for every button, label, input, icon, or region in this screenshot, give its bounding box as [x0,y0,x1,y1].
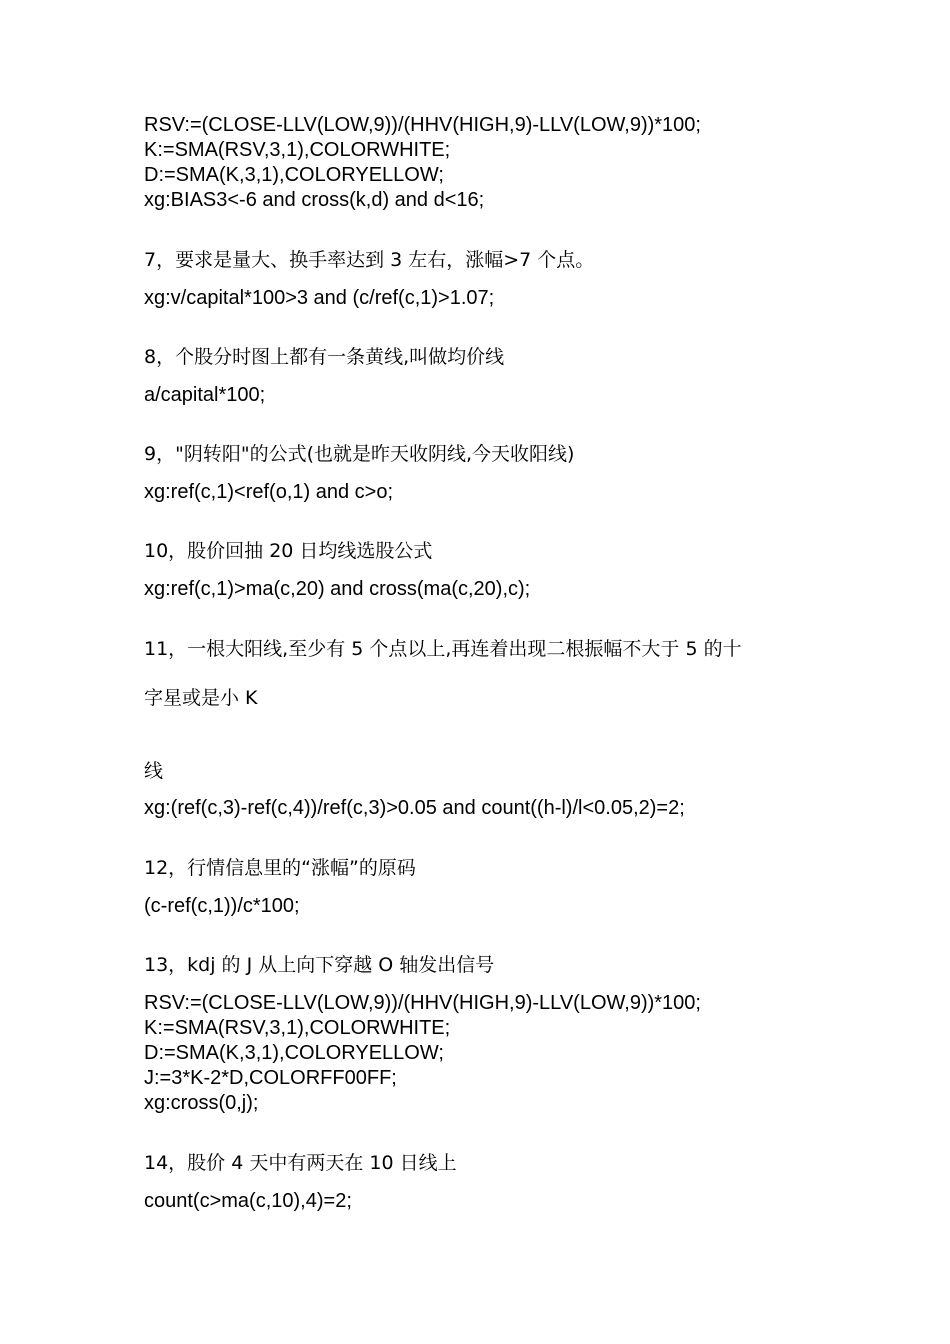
code-line-rsv: RSV:=(CLOSE-LLV(LOW,9))/(HHV(HIGH,9)-LLV(LOW,9))*100; [144,114,701,136]
code-line-8: a/capital*100; [144,384,266,406]
code-line-13-rsv: RSV:=(CLOSE-LLV(LOW,9))/(HHV(HIGH,9)-LLV(LOW,9))*100; [144,992,701,1014]
section-heading-10: 10，股价回抽 20 日均线选股公式 [144,540,433,562]
section-heading-7: 7，要求是量大、换手率达到 3 左右，涨幅>7 个点。 [144,249,595,271]
code-line-7: xg:v/capital*100>3 and (c/ref(c,1)>1.07; [144,287,495,309]
code-line-10: xg:ref(c,1)>ma(c,20) and cross(ma(c,20),c); [144,578,531,600]
code-line-13-k: K:=SMA(RSV,3,1),COLORWHITE; [144,1017,451,1039]
section-heading-14: 14，股价 4 天中有两天在 10 日线上 [144,1152,457,1174]
code-line-14: count(c>ma(c,10),4)=2; [144,1190,352,1212]
code-line-12: (c-ref(c,1))/c*100; [144,895,300,917]
code-line-11: xg:(ref(c,3)-ref(c,4))/ref(c,3)>0.05 and count((h-l)/l<0.05,2)=2; [144,797,685,819]
code-line-13-xg: xg:cross(0,j); [144,1092,259,1114]
section-heading-8: 8，个股分时图上都有一条黄线,叫做均价线 [144,346,505,368]
code-line-9: xg:ref(c,1)<ref(o,1) and c>o; [144,481,394,503]
code-line-13-d: D:=SMA(K,3,1),COLORYELLOW; [144,1042,444,1064]
section-heading-11: 11，一根大阳线,至少有 5 个点以上,再连着出现二根振幅不大于 5 的十 [144,638,742,660]
section-heading-11-end: 线 [144,760,164,782]
code-line-k: K:=SMA(RSV,3,1),COLORWHITE; [144,139,451,161]
code-line-d: D:=SMA(K,3,1),COLORYELLOW; [144,164,444,186]
section-heading-12: 12，行情信息里的“涨幅”的原码 [144,857,416,879]
code-line-xg: xg:BIAS3<-6 and cross(k,d) and d<16; [144,189,485,211]
section-heading-9: 9，"阴转阳"的公式(也就是昨天收阴线,今天收阳线) [144,443,575,465]
code-line-13-j: J:=3*K-2*D,COLORFF00FF; [144,1067,397,1089]
section-heading-11-cont: 字星或是小 K [144,687,258,709]
section-heading-13: 13，kdj 的 J 从上向下穿越 O 轴发出信号 [144,954,495,976]
